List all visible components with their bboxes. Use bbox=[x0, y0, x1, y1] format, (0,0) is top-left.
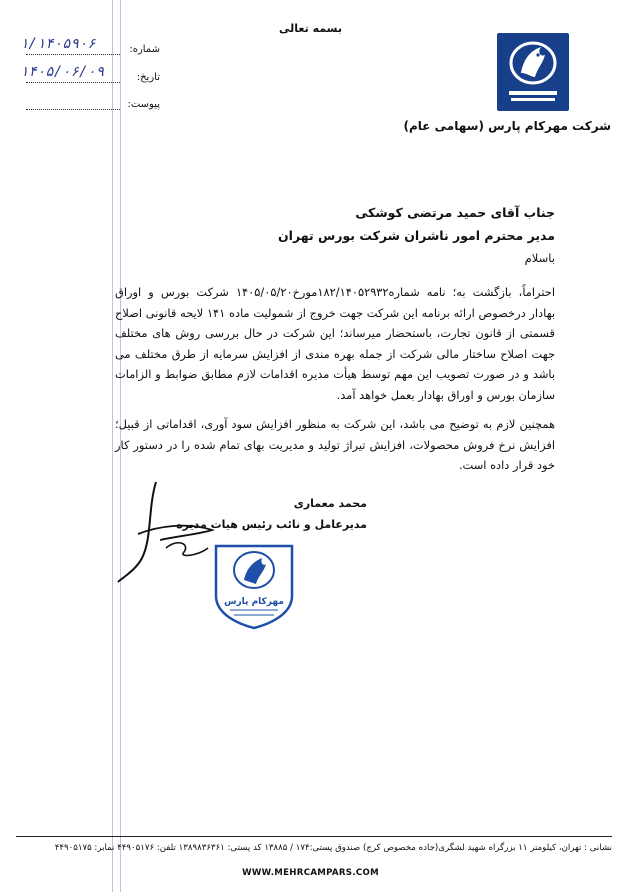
number-value: ۱/۱۴۰۵۹۰۶ bbox=[20, 36, 96, 52]
scan-line bbox=[112, 0, 113, 892]
recipient-title: مدیر محترم امور ناشران شرکت بورس تهران bbox=[277, 228, 555, 243]
footer-address: نشانی : تهران، کیلومتر ۱۱ بزرگراه شهید لشگری(جاده مخصوص کرج) صندوق پستی:۱۷۴ / ۱۳۸۸۵ کد پستی: ۱۳۸۹۸۳۶۳۶۱ تلفن: ۴۴۹۰۵۱۷۶ نمابر: ۴۴۹۰۵۱۷۵ bbox=[54, 843, 612, 853]
seal-text: مهرکام پارس bbox=[224, 597, 284, 607]
signer-name: محمد معماری bbox=[293, 497, 367, 510]
letter-header-title: بسمه تعالی bbox=[279, 22, 342, 35]
greeting: باسلام bbox=[524, 251, 555, 265]
dotted-line bbox=[26, 82, 120, 83]
date-value: ۱۴۰۵/۰۶/۰۹ bbox=[20, 64, 105, 80]
dotted-line bbox=[26, 54, 120, 55]
footer-divider bbox=[16, 836, 612, 837]
attachment-label: پیوست: bbox=[127, 99, 160, 110]
attachment-field bbox=[20, 97, 160, 117]
signer-role: مدیرعامل و نائب رئیس هیات مدیره bbox=[176, 518, 367, 531]
company-seal-icon bbox=[210, 538, 298, 630]
number-field bbox=[20, 36, 160, 62]
date-field bbox=[20, 64, 160, 90]
body-paragraph-1: احتراماً، بازگشت به؛ نامه شماره۱۸۲/۱۴۰۵۲۹۳۲مورخ۱۴۰۵/۰۵/۲۰ شرکت بورس و اوراق بهادار درخصوص ارائه برنامه این شرکت جهت خروج از شمولیت ماده ۱۴۱ لایحه قانونی اصلاح قسمتی از قانون تجارت، باستحضار میرساند؛ این شرکت در حال بررسی روش های مختلف جهت اصلاح ساختار مالی شرکت از جمله بهره مندی از افزایش سرمایه از طرق مختلف می باشد و در صورت تصویب این مهم توسط هیأت مدیره اقدامات لازم مطابق ضوابط و الزامات سازمان بورس و اوراق بهادار بعمل خواهد آمد. bbox=[115, 285, 555, 402]
recipient-name: جناب آقای حمید مرتضی کوشکی bbox=[355, 205, 555, 220]
dotted-line bbox=[26, 109, 120, 110]
company-name: شرکت مهرکام پارس (سهامی عام) bbox=[403, 119, 611, 133]
horse-head-icon bbox=[497, 33, 569, 111]
company-logo bbox=[497, 33, 569, 111]
date-label: تاریخ: bbox=[136, 72, 160, 83]
body-paragraph-2: همچنین لازم به توضیح می باشد، این شرکت به منظور افزایش سود آوری، اقداماتی از قبیل؛ افزایش نرخ فروش محصولات، افزایش تیراژ تولید و مدیریت بهای تمام شده را در دستور کار خود قرار داده است. bbox=[115, 417, 555, 472]
website-link[interactable]: WWW.MEHRCAMPARS.COM bbox=[242, 868, 379, 878]
number-label: شماره: bbox=[129, 44, 160, 55]
